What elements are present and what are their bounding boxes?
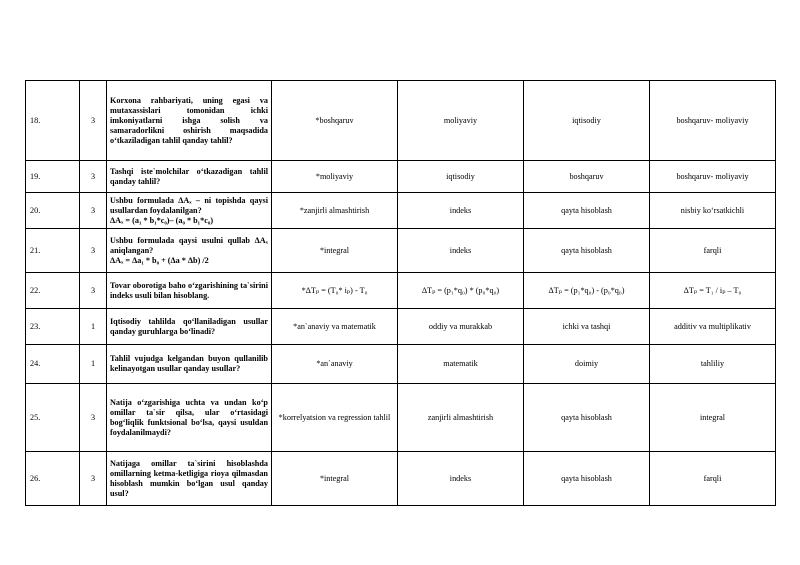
question-cell	[107, 273, 272, 309]
answer-option: indeks	[398, 452, 524, 506]
answer-option: qayta hisoblash	[524, 193, 650, 229]
row-points: 3	[80, 229, 107, 273]
answer-correct: *moliyaviy	[272, 161, 398, 193]
answer-correct: *integral	[272, 229, 398, 273]
question-text: Tovar oborotiga baho o‘zgarishining ta`sirini indeks usuli bilan hisoblang.	[110, 280, 268, 300]
answer-option: ichki va tashqi	[524, 309, 650, 345]
answer-correct: *an`anaviy	[272, 345, 398, 384]
table-row	[26, 384, 776, 452]
answer-option: integral	[650, 384, 776, 452]
answer-correct: *korrelyatsion va regression tahlil	[272, 384, 398, 452]
answer-option: iqtisodiy	[398, 161, 524, 193]
question-cell	[107, 81, 272, 161]
row-points: 3	[80, 273, 107, 309]
answer-option: doimiy	[524, 345, 650, 384]
test-table	[25, 80, 776, 506]
row-number: 22.	[26, 273, 80, 309]
question-text: Iqtisodiy tahlilda qo‘llaniladigan usullar qanday guruhlarga bo‘linadi?	[110, 316, 268, 336]
question-cell	[107, 229, 272, 273]
answer-correct: *ΔTₚ = (T₀* iₚ) - T₀	[272, 273, 398, 309]
row-number: 18.	[26, 81, 80, 161]
question-text: Korxona rahbariyati, uning egasi va mutaxassislari tomonidan ichki imkoniyatlarni ishga solish va samaradorlikni oshirish maqsadida o‘tkaziladigan tahlil qanday tahlil?	[110, 95, 268, 145]
answer-correct: *boshqaruv	[272, 81, 398, 161]
row-points: 3	[80, 81, 107, 161]
row-number: 21.	[26, 229, 80, 273]
row-points: 3	[80, 161, 107, 193]
question-formula: ΔAₓ = (a₁ * b₁*c₀)– (a₀ * b₁*c₀)	[110, 215, 214, 225]
table-row	[26, 309, 776, 345]
answer-option: boshqaruv- moliyaviy	[650, 161, 776, 193]
row-number: 24.	[26, 345, 80, 384]
answer-option: qayta hisoblash	[524, 384, 650, 452]
answer-option: farqli	[650, 452, 776, 506]
answer-option: iqtisodiy	[524, 81, 650, 161]
question-cell	[107, 345, 272, 384]
question-text: Natija o‘zgarishiga uchta va undan ko‘p omillar ta`sir qilsa, ular o‘rtasidagi bog‘liqlik funktsional bo‘lsa, qaysi usuldan foydalanilmaydi?	[110, 397, 268, 437]
row-points: 3	[80, 452, 107, 506]
question-cell	[107, 161, 272, 193]
question-cell	[107, 309, 272, 345]
row-number: 26.	[26, 452, 80, 506]
question-formula: ΔAₓ = Δa₁ * b₀ + (Δa * Δb) /2	[110, 255, 209, 265]
answer-option: ΔTₚ = (p₁*q₀) * (p₀*q₀)	[398, 273, 524, 309]
answer-correct: *integral	[272, 452, 398, 506]
question-text: Ushbu formulada ΔAₓ – ni topishda qaysi usullardan foydalanilgan?	[110, 195, 268, 215]
answer-option: tahliliy	[650, 345, 776, 384]
question-text: Natijaga omillar ta`sirini hisoblashda omillarning ketma-ketligiga rioya qilmasdan hisoblash mumkin bo‘lgan usul qanday usul?	[110, 458, 268, 498]
table-row	[26, 273, 776, 309]
table-row	[26, 193, 776, 229]
question-text: Tashqi iste`molchilar o‘tkazadigan tahlil qanday tahlil?	[110, 166, 268, 186]
table-row	[26, 452, 776, 506]
row-number: 20.	[26, 193, 80, 229]
row-number: 25.	[26, 384, 80, 452]
answer-correct: *zanjirli almashtirish	[272, 193, 398, 229]
table-row	[26, 161, 776, 193]
answer-option: qayta hisoblash	[524, 229, 650, 273]
answer-option: qayta hisoblash	[524, 452, 650, 506]
answer-option: farqli	[650, 229, 776, 273]
answer-option: boshqaruv- moliyaviy	[650, 81, 776, 161]
question-cell	[107, 193, 272, 229]
table-row	[26, 345, 776, 384]
row-points: 3	[80, 384, 107, 452]
question-text: Ushbu formulada qaysi usulni qullab ΔAₓ aniqlangan?	[110, 235, 268, 255]
question-cell	[107, 452, 272, 506]
answer-option: nisbiy ko‘rsatkichli	[650, 193, 776, 229]
question-text: Tahlil vujudga kelgandan buyon qullanilib kelinayotgan usullar qanday usullar?	[110, 354, 268, 373]
answer-option: indeks	[398, 193, 524, 229]
answer-option: zanjirli almashtirish	[398, 384, 524, 452]
answer-option: additiv va multiplikativ	[650, 309, 776, 345]
answer-option: moliyaviy	[398, 81, 524, 161]
answer-option: ΔTₚ = T₁ / iₚ – T₀	[650, 273, 776, 309]
row-points: 1	[80, 309, 107, 345]
answer-option: oddiy va murakkab	[398, 309, 524, 345]
answer-option: matematik	[398, 345, 524, 384]
table-row	[26, 81, 776, 161]
row-points: 1	[80, 345, 107, 384]
question-cell	[107, 384, 272, 452]
answer-option: ΔTₚ = (p₁*q₀) - (p₀*q₀)	[524, 273, 650, 309]
row-number: 23.	[26, 309, 80, 345]
answer-option: boshqaruv	[524, 161, 650, 193]
row-points: 3	[80, 193, 107, 229]
table-row	[26, 229, 776, 273]
row-number: 19.	[26, 161, 80, 193]
answer-correct: *an`anaviy va matematik	[272, 309, 398, 345]
answer-option: indeks	[398, 229, 524, 273]
